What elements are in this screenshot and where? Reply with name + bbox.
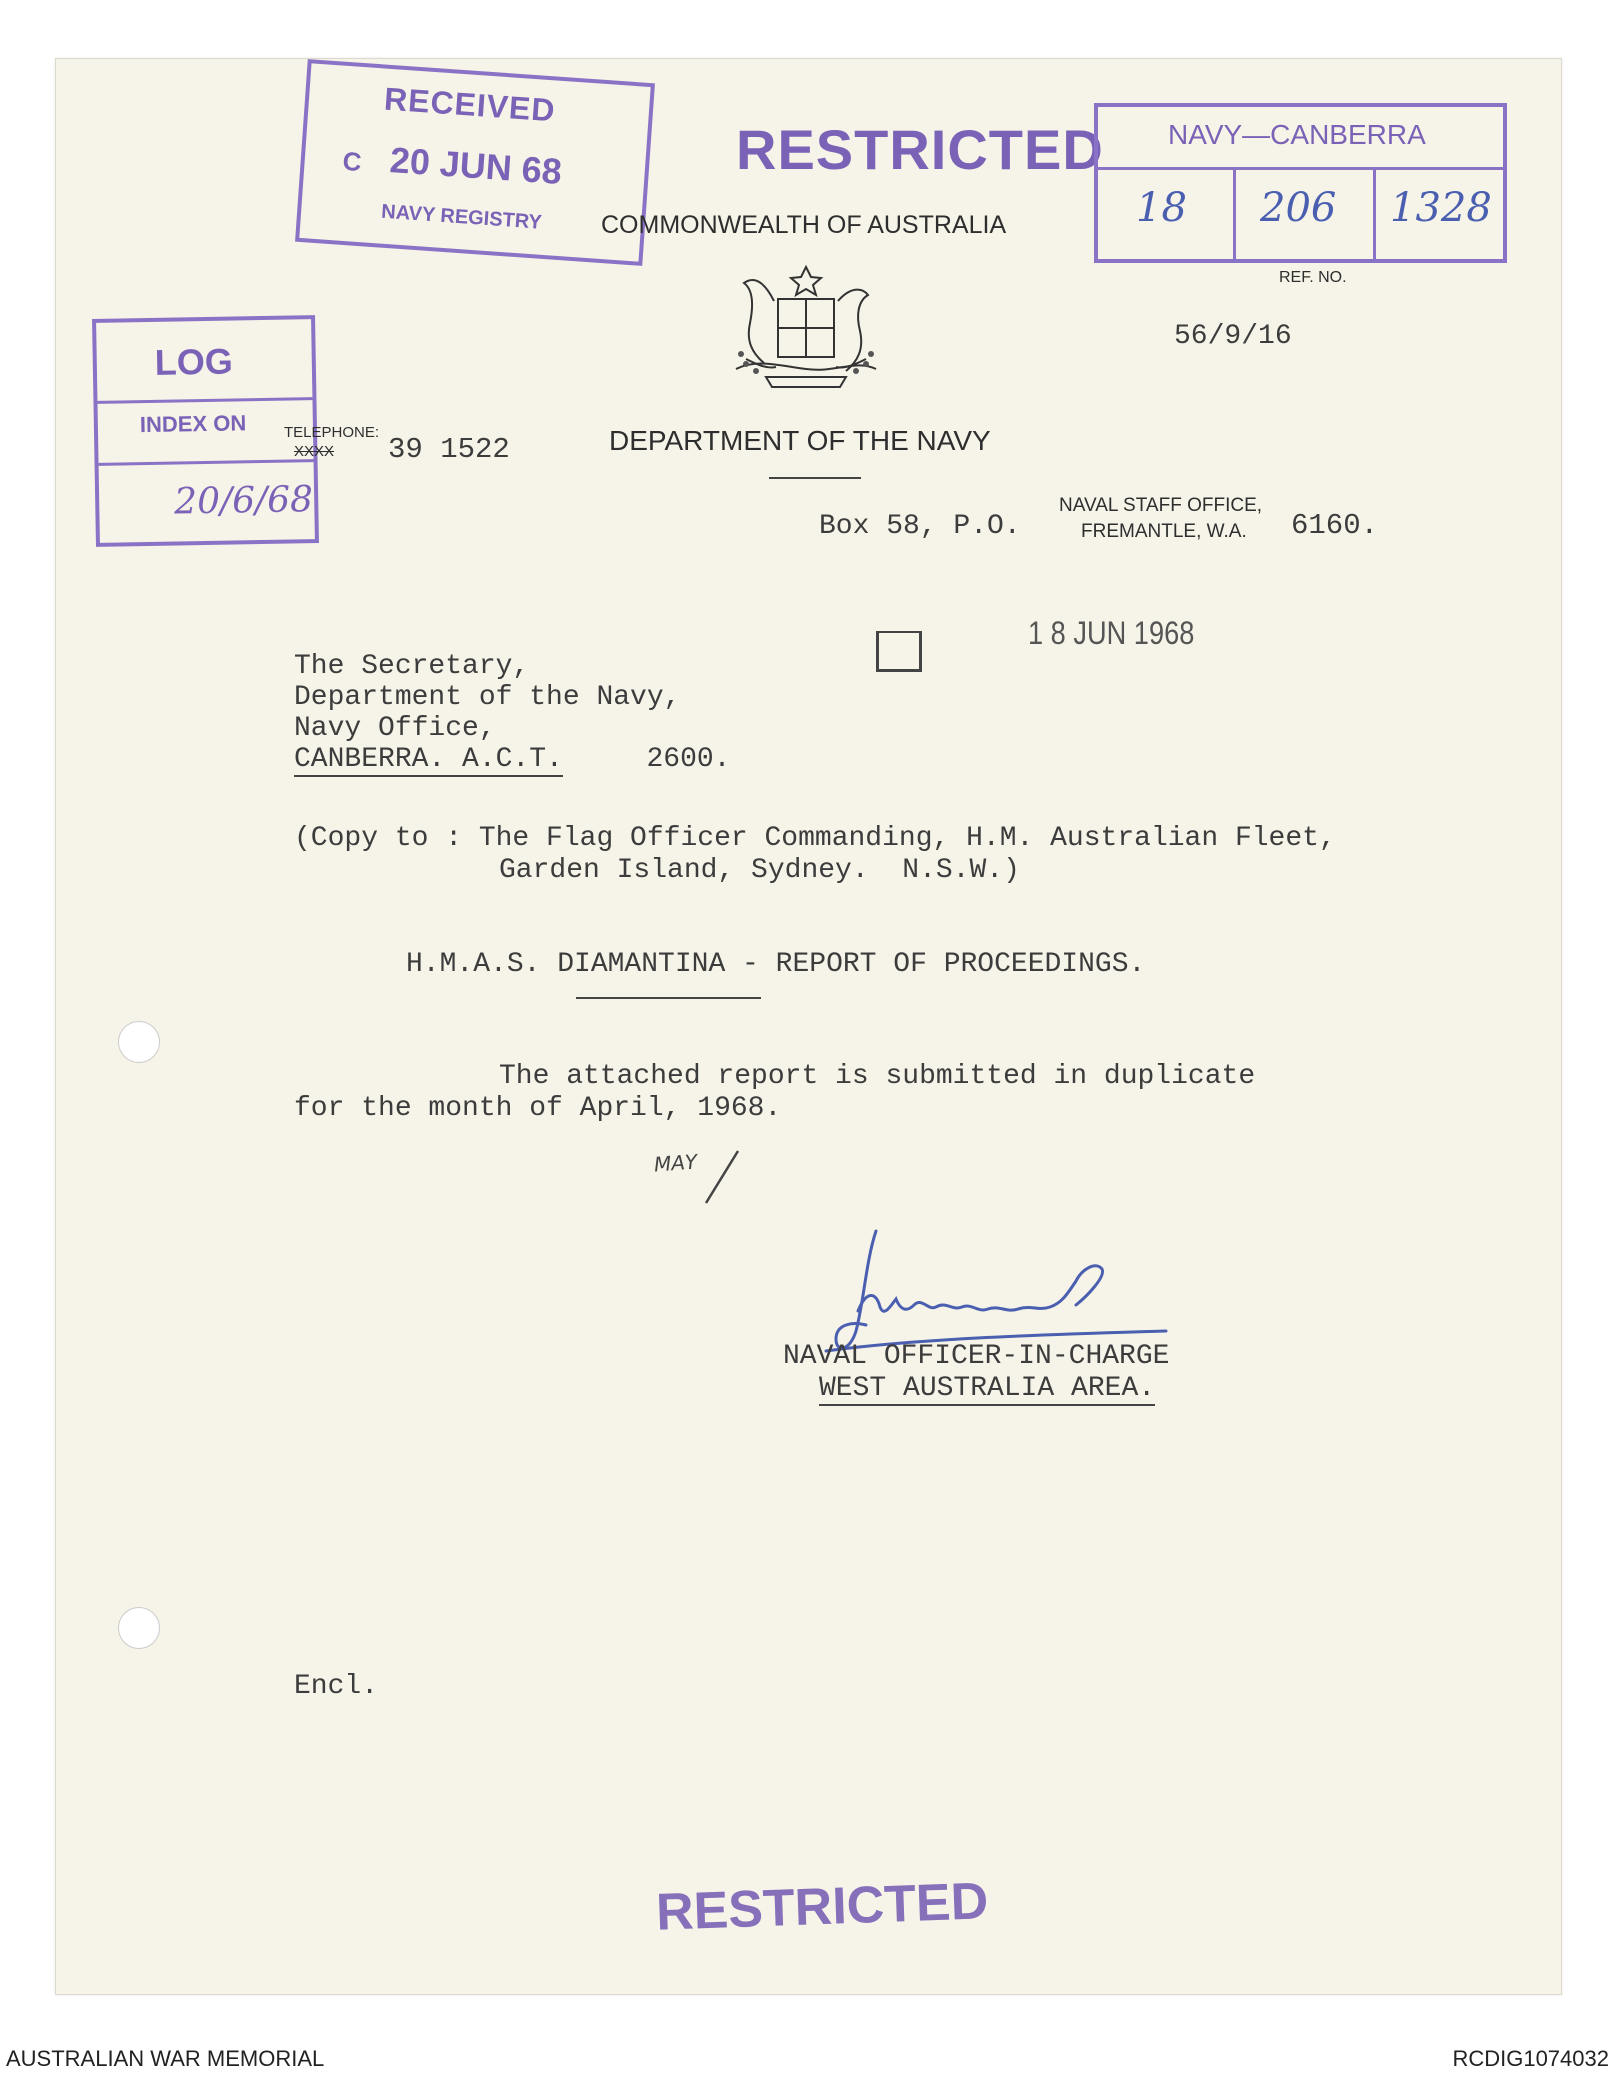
may-annotation: MAY bbox=[653, 1149, 698, 1177]
navy-canberra-stamp bbox=[1094, 103, 1507, 263]
footer-left: AUSTRALIAN WAR MEMORIAL bbox=[6, 2046, 325, 2071]
telephone-number: 39 1522 bbox=[388, 433, 510, 466]
subject-underline bbox=[576, 997, 761, 999]
signature bbox=[806, 1221, 1186, 1361]
signature-title-1: NAVAL OFFICER-IN-CHARGE bbox=[783, 1341, 1170, 1372]
footer-right: RCDIG1074032 bbox=[1452, 2046, 1609, 2071]
coat-of-arms-emblem bbox=[716, 259, 896, 399]
address-block bbox=[294, 651, 730, 775]
document-page bbox=[55, 58, 1562, 1995]
subject-line: H.M.A.S. DIAMANTINA - REPORT OF PROCEEDINGS. bbox=[406, 949, 1146, 980]
signature-title-2: WEST AUSTRALIA AREA. bbox=[819, 1373, 1156, 1404]
received-stamp-date: 20 JUN 68 bbox=[388, 139, 564, 193]
copy-to-line-1: (Copy to : The Flag Officer Commanding, H.M. Australian Fleet, bbox=[294, 823, 1336, 854]
log-stamp-line: INDEX ON bbox=[139, 410, 247, 438]
office-postcode: 6160. bbox=[1291, 509, 1379, 542]
ref-cell-1: 18 bbox=[1136, 185, 1187, 231]
ref-no-label: REF. NO. bbox=[1279, 269, 1347, 286]
commonwealth-heading: COMMONWEALTH OF AUSTRALIA bbox=[601, 211, 1007, 239]
department-heading: DEPARTMENT OF THE NAVY bbox=[609, 425, 991, 456]
heading-rule bbox=[769, 477, 861, 479]
office-line-2: FREMANTLE, W.A. bbox=[1081, 521, 1247, 542]
navy-canberra-title: NAVY—CANBERRA bbox=[1168, 119, 1426, 150]
check-box bbox=[876, 631, 922, 672]
address-line: Department of the Navy, bbox=[294, 682, 681, 713]
ref-cell-2: 206 bbox=[1260, 185, 1337, 231]
address-line: The Secretary, bbox=[294, 651, 530, 682]
date-stamp: 1 8 JUN 1968 bbox=[1028, 615, 1195, 651]
enclosure-note: Encl. bbox=[294, 1671, 379, 1702]
annotation-stroke bbox=[696, 1147, 746, 1207]
restricted-bottom: RESTRICTED bbox=[655, 1872, 990, 1942]
received-stamp-office: NAVY REGISTRY bbox=[380, 200, 543, 234]
po-box: Box 58, P.O. bbox=[819, 511, 1021, 542]
hole-punch-bottom bbox=[118, 1607, 160, 1649]
received-stamp-title: RECEIVED bbox=[382, 80, 557, 129]
telephone-label: TELEPHONE: bbox=[284, 424, 380, 441]
address-postcode: 2600. bbox=[646, 744, 731, 775]
address-city: CANBERRA. A.C.T. bbox=[294, 744, 563, 775]
ref-cell-3: 1328 bbox=[1390, 185, 1492, 231]
received-stamp-prefix: C bbox=[341, 145, 363, 178]
file-reference: 56/9/16 bbox=[1174, 321, 1292, 352]
address-line: Navy Office, bbox=[294, 713, 496, 744]
body-line-2: for the month of April, 1968. bbox=[294, 1093, 782, 1124]
log-stamp-title: LOG bbox=[154, 340, 234, 383]
log-stamp-date: 20/6/68 bbox=[173, 479, 314, 523]
body-line-1: The attached report is submitted in duplicate bbox=[499, 1061, 1256, 1092]
hole-punch-top bbox=[118, 1021, 160, 1063]
telephone-struck: XXXX bbox=[294, 443, 335, 460]
restricted-top: RESTRICTED bbox=[736, 118, 1104, 181]
office-line-1: NAVAL STAFF OFFICE, bbox=[1059, 495, 1263, 516]
copy-to-line-2: Garden Island, Sydney. N.S.W.) bbox=[499, 855, 1020, 886]
